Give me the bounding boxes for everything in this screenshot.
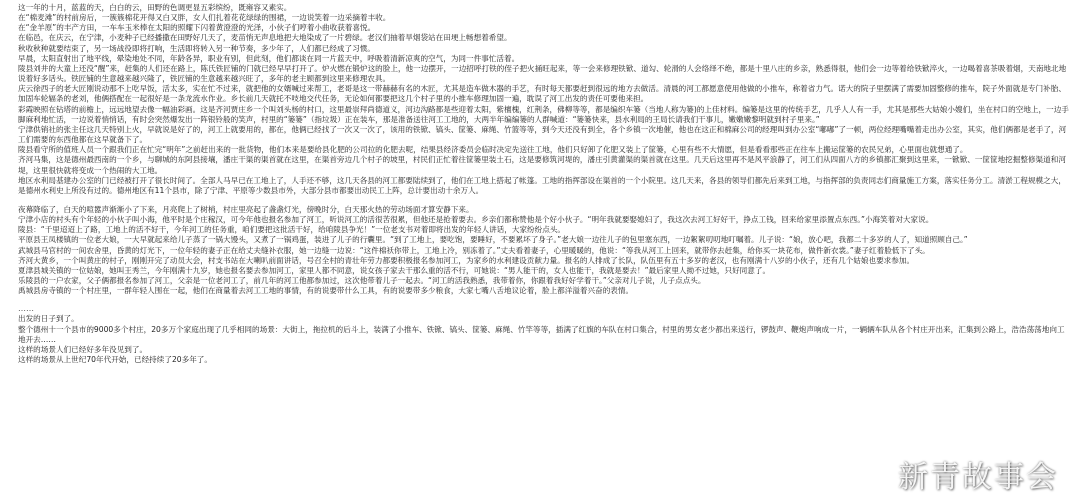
paragraph: 在“棉麦滩”的村前房后，一簇簇棉花开得又白又胖，女人们扎着花花绿绿的围裙，一边说笑着一边采摘着丰收。 <box>18 13 391 23</box>
paragraph: 宁津供销社的张主任这几天特别上火，早就说是好了的，河工上就要用的，都在，他俩已经找了一次又一次了，该用的铁锨、镐头、筐篓、麻绳、竹篮等等，到今天还没有到全，各个乡镇一次地催，他也在这正和棉麻公司的经理叫到办公室“嘟嘟”了一顿，两位经理嘴嘴着走出办公室，其实，他们俩都是老手了，河工们需要的东西他都在这早就备下了。 <box>18 124 1067 145</box>
paragraph: 陵县：“千里迢迢上了路，工地上的活不好干，今年河工的任务重，咱们要把这批活干好，给咱陵县争光！”一位老支书对着即将出发的年轻人讲话，大家纷纷点头。 <box>18 225 566 235</box>
paragraph: 陵县刘井的大童上还没“醒”来，赶集的人们还在路上，陈氏铁匠铺的门就已经早早打开了。炉火燃在锻炉这的脸上，他一边摆开，一边招呼打铁的侄子把火捅旺起来，等一会来修理铁锨、道勾、轮滑的人会络绎不绝，都是十里八庄的乡亲，熟悉得很，他们会一边等着给铁锨淬火，一边喝着喜茶吸着烟，天南地北地说着好多话头。铁匠铺的生意越来越兴隆了，铁匠铺的生意越来越兴旺了，多年的老主顾都到这里来修理农具。 <box>18 63 1067 84</box>
paragraph: 整个德州十一个县市的9000多个村庄，20多万个家庭出现了几乎相同的场景：大街上，拖拉机的后斗上，装满了小推车、铁锨、镐头、筐篓、麻绳、竹竿等等，插满了红旗的车队在村口集合，村里的男女老少都出来送行，锣鼓声、鞭炮声响成一片，一辆辆车队从各个村庄开出来，汇集到公路上，浩浩荡荡地向工地开去…… <box>18 324 1065 344</box>
paragraph: 在临邑，在庆云，在宁津，小麦种子已经播撒在田野好几天了，麦苗悄无声息地把大地染成了一片碧绿。老汉们抽着旱烟袋站在田埂上畅想着希望。 <box>18 33 512 43</box>
paragraph: 齐河大黄乡，一个叫黄庄的村子，刚刚开完了动员大会，村支书站在大喇叭前面讲话，号召全村的青壮年劳力都要积极报名参加河工，为家乡的水利建设贡献力量。报名的人排成了长队，队伍里有五十多岁的老汉，也有刚满十八岁的小伙子，还有几个姑娘也要求参加。 <box>18 255 915 265</box>
paragraph: 这一年的十月，蓝蓝的天，白白的云，田野的色调更显五彩缤纷，既雍容又素实。 <box>18 3 292 12</box>
article-closing <box>18 314 1070 365</box>
paragraph: 秋收秋种就要结束了，另一场战役即将打响，生活即将转入另一种节奏，多少年了，人们都已经成了习惯。 <box>18 43 375 53</box>
paragraph: 陵县看守所的值班人员一个跟我们正在忙完“明年”之前赶出来的一批货物，他们本来是要给县化肥的公司拉的化肥去呢，结果县经济委员会临时决定先送往工地，他们只好卸了化肥又装上了筐篓，心里有些不大情愿，但是看看那些正在往车上搬运筐篓的农民兄弟，心里面也就想通了。 <box>18 145 968 155</box>
paragraph: 庆云徐西子的老大匠刚说动那不上吃早饭，活太多，实在忙不过来，就把他的女婿喊过来帮工，老哥是这一带赫赫有名的木匠，尤其是造车做木器的手艺，有时每天都要赶到很远的地方去做活。清晨的河工都愿意使用他做的小推车，称着省力气。诺大的院子里摆满了需要加固整修的推车，院子外面就是专门补胎、加固车轮辐条的老刘，他俩搭配在一起很好是一条龙流水作业。乡长前几天就托不吱地交代任务，无论如何都要把这几个村子里的小推车修理加固一遍，耽误了河工出发的责任可要他来担。 <box>18 84 1066 104</box>
paragraph: 夏津县城关镇的一位姑娘，她叫王秀兰，今年刚满十九岁，她也报名要去参加河工，家里人都不同意，说女孩子家去干那么重的活不行，可她说：“男人能干的，女人也能干，我就是要去！”最后家里人拗不过她，只好同意了。 <box>18 265 771 275</box>
section-break: …… <box>18 304 34 314</box>
paragraph: 武城县马官村的一间农舍里，昏黄的灯光下，一位年轻的妻子正在给丈夫缝补衣服，她一边缝一边说：“这件棉袄你带上，工地上冷，别冻着了。”丈夫看着妻子，心里暖暖的，他说：“等我从河工上回来，就带你去赶集，给你买一块花布，做件新衣裳。”妻子红着脸低下了头。 <box>18 245 930 255</box>
paragraph: 早晨，太阳直射出了地平线，晕染地处不同，年龄各异，职业有别，但此刻，他们都谈在同一片蓝天中，呼吸着清新凉爽的空气，为同一件事忙活着。 <box>18 53 520 63</box>
paragraph: 地区水利局基建办公室的门已经被打开了很长时间了。全部人马早已在工地上了，人手还不够，这几天各县的河工都要陆续到了，他们在工地上搭起了帐篷。工地的指挥部设在渠首的一个小院里。这几天来，各县的领导们都先后来到工地，与指挥部的负责同志们商量施工方案，落实任务分工。清淤工程规模之大，是德州水利史上所没有过的。德州地区有11个县市，除了宁津、平原等少数县市外，大部分县市都要出动民工上阵，总计要出动十余万人。 <box>18 175 1066 195</box>
paragraph: 夜幕降临了，白天的喧嚣声渐渐小了下来，月亮爬上了树梢，村庄里亮起了盏盏灯光，傍晚时分，白天那火热的劳动场面才算安静下来。 <box>18 204 474 214</box>
paragraph: 乐陵县的一户农家，父子俩都报名参加了河工，父亲是一位老河工了，前几年的河工他都参加过，这次他带着儿子一起去。“河工的活我熟悉，我带着你，你跟着我好好学着干。”父亲对儿子说，儿子点点头。 <box>18 276 706 286</box>
paragraph: 平原县王凤楼镇的一位老大娘，一大早就起来给儿子蒸了一锅大馒头，又煮了一锅鸡蛋，装进了儿子的行囊里。“到了工地上，要吃饱，要睡好，不要累坏了身子。”老大娘一边往儿子的包里塞东西，一边絮絮叨叨地叮嘱着。儿子说：“娘，放心吧，我都二十多岁的人了，知道照顾自己。” <box>18 235 968 245</box>
paragraph: 这样的场景人们已经好多年没见到了。 <box>18 344 148 354</box>
article-body <box>18 3 1070 296</box>
paragraph: 齐河马集，这是德州最西南的一个乡，与聊城的东阿县接壤，潘庄干渠的渠首就在这里，在渠首旁边几个村子的坡里，村民们正忙着往筐篓里装土石，这是要修筑河堤的，潘庄引黄灌渠的渠首就在这里。几天后这里再不是风平浪静了，河工们从四面八方的乡镇都汇聚到这里来，一锨锨、一筐筐地挖掘整修渠道和河堤，这里很快就将变成一个热闹的大工地。 <box>18 155 1066 175</box>
paragraph: 出发的日子到了。 <box>18 314 79 324</box>
paragraph: 这样的场景从上世纪70年代开始，已经持续了20多年了。 <box>18 355 212 364</box>
paragraph: 禹城县房寺镇的一个村庄里，一群年轻人围在一起，他们在商量着去河工工地的事情，有的说要带什么工具，有的说要带多少粮食，大家七嘴八舌地议论着，脸上都洋溢着兴奋的表情。 <box>18 286 634 296</box>
paragraph: 在“金羊原”的丰产方田，一车车玉米棒在太阳的照耀下闪着黄澄澄的光泽，小伙子们哼着小曲收获着喜悦。 <box>18 23 376 33</box>
watermark-logo: 新青故事会 <box>898 460 1058 495</box>
paragraph: 彩霞映照在钻塔的前檐上，远远地望去像一幅油彩画。这是齐河贾庄乡一个叫刘头杨的村口，这里最崇拜尚德道义，河边沟路都是些迎着太阳，紫檀槐，红荆条，佛柳等等，都是编织车篓（当地人称为篓)的上佳材料。编篓是这里的传统手艺，几乎人人有一手，尤其是那些大姑娘小嫂们，坐在村口的空地上，一边手脚麻利地忙活，一边说着悄悄话，有时会突然爆发出一阵银铃般的笑声，村里的“篓篓”（指垃圾）正在装车，那是准备送往河工工地的，大两半年编编篓的人群喊道：“篓篓快来，县水利局的王局长请我们干事儿，嫩嫩嫩黎明就到村子里来。” <box>18 104 1069 124</box>
paragraph: 宁津小店的村头有个年轻的小伙子叫小海，他平时是个庄稼汉，可今年他也报名参加了河工，听说河工的活很苦很累，但他还是抢着要去。乡亲们都称赞他是个好小伙子。“明年我就要娶媳妇了，我这次去河工好好干，挣点工钱，回来给家里添置点东西。”小海笑着对大家说。 <box>18 215 934 225</box>
